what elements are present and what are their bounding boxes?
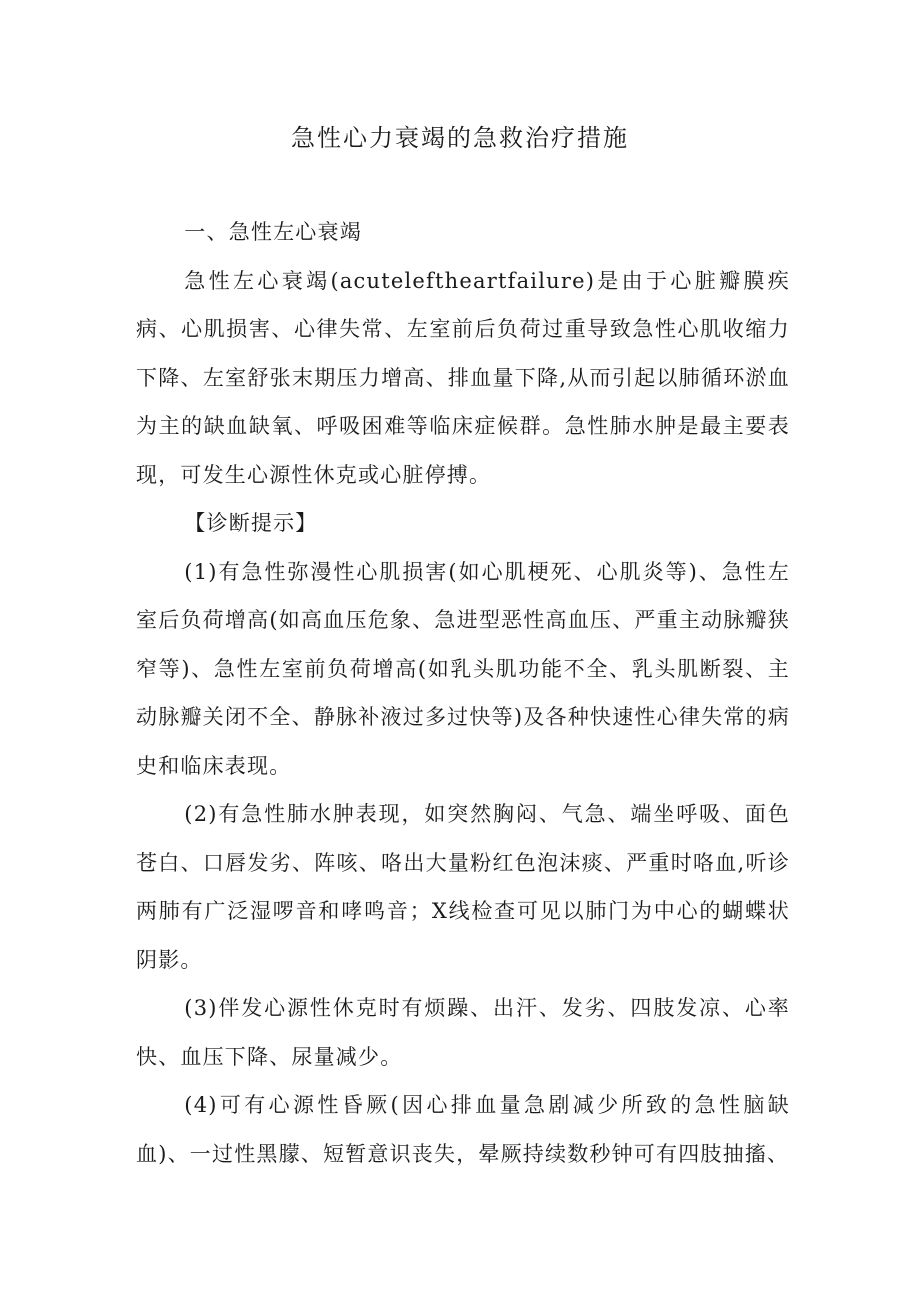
diagnosis-heading: 【诊断提示】 <box>184 511 318 535</box>
diagnosis-item-2: (2)有急性肺水肿表现，如突然胸闷、气急、端坐呼吸、面色苍白、口唇发劣、阵咳、咯出大量粉红色泡沫痰、严重时咯血,听诊两肺有广泛湿啰音和哮鸣音；X线检查可见以肺门为中心的蝴蝶状阴影。 <box>136 802 790 972</box>
diagnosis-item-1: (1)有急性弥漫性心肌损害(如心肌梗死、心肌炎等)、急性左室后负荷增高(如高血压危象、急进型恶性高血压、严重主动脉瓣狭窄等)、急性左室前负荷增高(如乳头肌功能不全、乳头肌断裂、主动脉瓣关闭不全、静脉补液过多过快等)及各种快速性心律失常的病史和临床表现。 <box>136 559 790 778</box>
section-heading: 一、急性左心衰竭 <box>184 220 362 244</box>
intro-paragraph: 急性左心衰竭(acuteleftheartfailure)是由于心脏瓣膜疾病、心肌损害、心律失常、左室前后负荷过重导致急性心肌收缩力下降、左室舒张末期压力增高、排血量下降,从而引起以肺循环淤血为主的缺血缺氧、呼吸困难等临床症候群。急性肺水肿是最主要表现，可发生心源性休克或心脏停搏。 <box>136 268 790 487</box>
document-title: 急性心力衰竭的急救治疗措施 <box>291 124 629 152</box>
diagnosis-item-3: (3)伴发心源性休克时有烦躁、出汗、发劣、四肢发凉、心率快、血压下降、尿量减少。 <box>136 996 790 1069</box>
diagnosis-item-4: (4)可有心源性昏厥(因心排血量急剧减少所致的急性脑缺血)、一过性黑朦、短暂意识丧失，晕厥持续数秒钟可有四肢抽搐、 <box>136 1093 790 1166</box>
document-body <box>136 208 790 1178</box>
